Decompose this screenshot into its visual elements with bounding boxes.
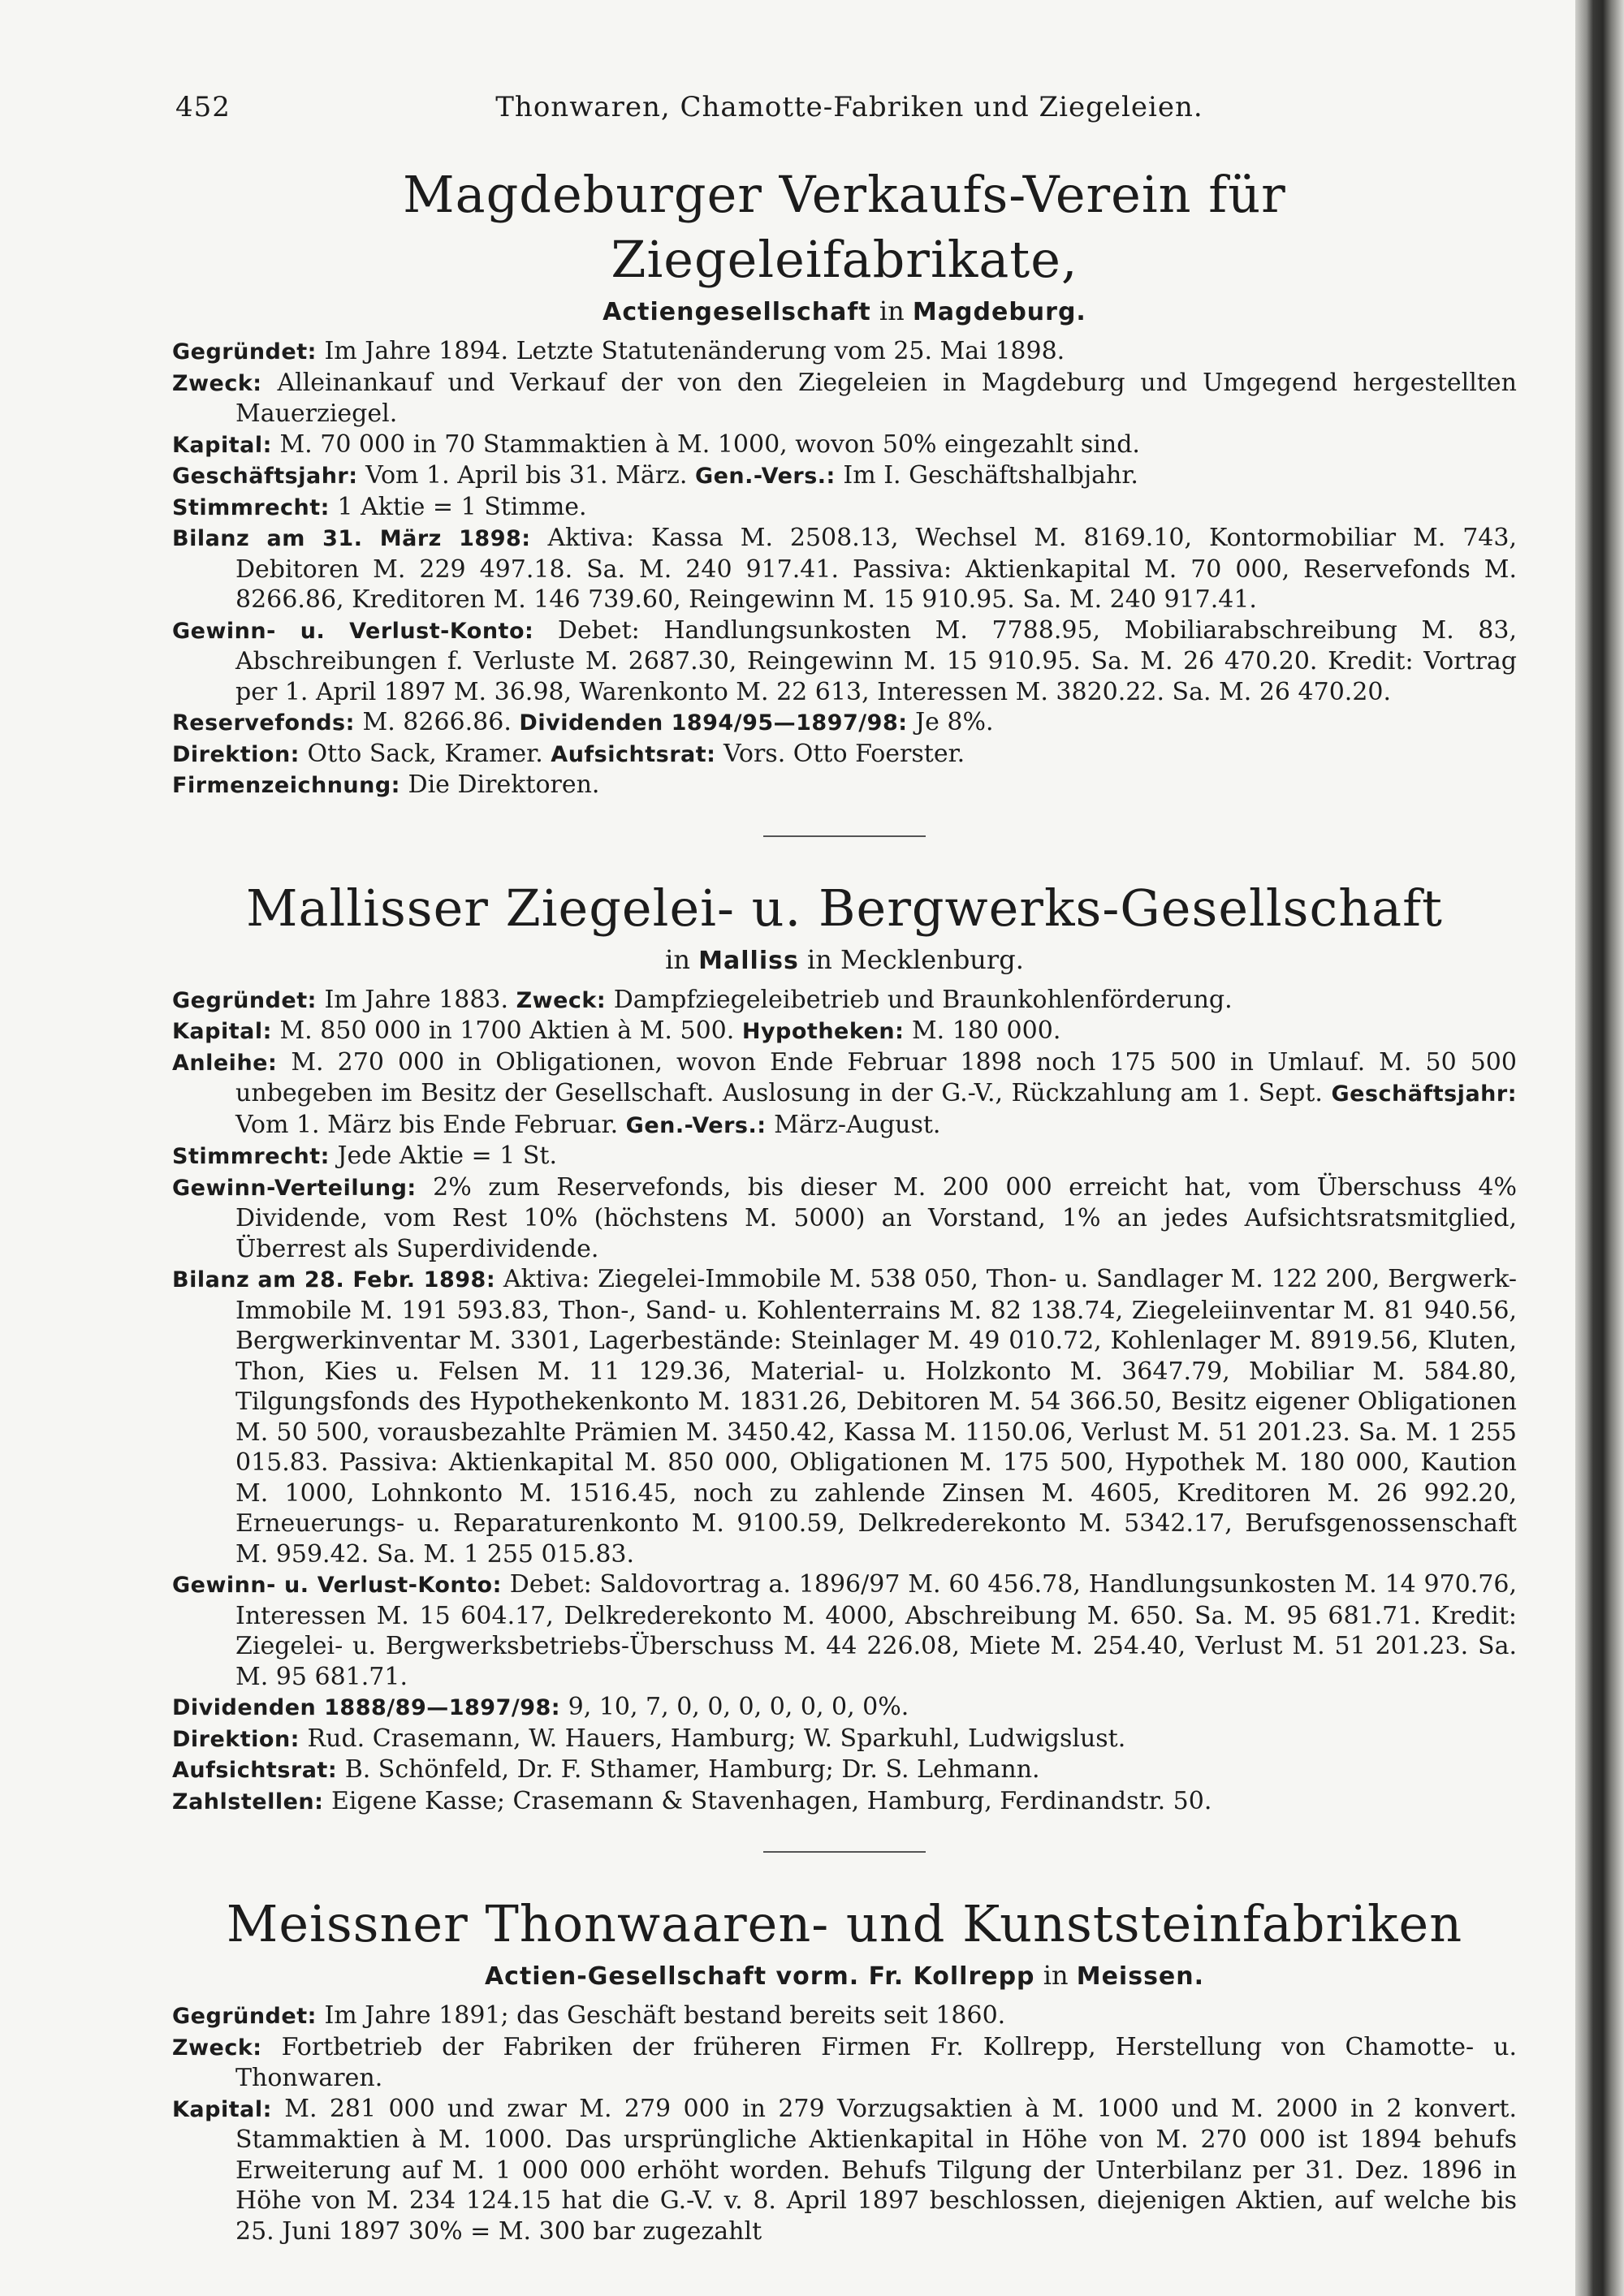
entry-label: Stimmrecht: bbox=[172, 1144, 330, 1169]
entry-text: Im I. Geschäftshalbjahr. bbox=[843, 461, 1138, 490]
entry-label: Direktion: bbox=[172, 741, 300, 767]
entry-label: Kapital: bbox=[172, 2096, 272, 2122]
entry-paragraph bbox=[172, 2000, 1517, 2032]
entry-text: Vom 1. März bis Ende Februar. bbox=[235, 1110, 619, 1139]
entry-paragraph bbox=[172, 429, 1517, 461]
entry-text: M. 70 000 in 70 Stammaktien à M. 1000, wovon 50% eingezahlt sind. bbox=[279, 429, 1140, 459]
page-content bbox=[172, 162, 1517, 2246]
entry-label: Gen.-Vers.: bbox=[625, 1112, 767, 1138]
entry-paragraph bbox=[172, 1016, 1517, 1047]
firm-subtitle bbox=[172, 292, 1517, 331]
entry-label: Aufsichtsrat: bbox=[172, 1758, 338, 1783]
entry-text: 9, 10, 7, 0, 0, 0, 0, 0, 0, 0%. bbox=[568, 1693, 909, 1721]
entry-label: Reservefonds: bbox=[172, 710, 355, 736]
company-place: Magdeburg. bbox=[912, 298, 1086, 326]
entry-text: Otto Sack, Kramer. bbox=[307, 739, 543, 768]
entry-label: Kapital: bbox=[172, 432, 272, 458]
subtitle-in: in bbox=[1043, 1960, 1069, 1991]
company-type: Actien-Gesellschaft vorm. Fr. Kollrepp bbox=[484, 1962, 1035, 1991]
company-type: Actiengesellschaft bbox=[603, 298, 871, 326]
firm-section bbox=[172, 876, 1517, 1818]
entry-text: 1 Aktie = 1 Stimme. bbox=[337, 492, 587, 521]
firm-title: Mallisser Ziegelei- u. Bergwerks-Gesellschaft bbox=[246, 878, 1443, 938]
entry-text: Dampfziegeleibetrieb und Braunkohlenförderung. bbox=[613, 985, 1233, 1014]
section-divider bbox=[763, 1851, 926, 1853]
entry-text: M. 8266.86. bbox=[362, 708, 512, 736]
entry-label: Zweck: bbox=[172, 2035, 262, 2061]
entry-label: Kapital: bbox=[172, 1019, 272, 1044]
entry-label: Firmenzeichnung: bbox=[172, 773, 400, 798]
entry-label: Zweck: bbox=[516, 987, 607, 1013]
entry-text: Die Direktoren. bbox=[408, 770, 600, 799]
entry-label: Anleihe: bbox=[172, 1050, 278, 1076]
firm-section bbox=[172, 1892, 1517, 2246]
entry-paragraph bbox=[172, 1692, 1517, 1724]
running-head-title: Thonwaren, Chamotte-Fabriken und Ziegeleien. bbox=[495, 91, 1203, 123]
entry-label: Aufsichtsrat: bbox=[551, 741, 716, 767]
entry-text: 2% zum Reservefonds, bis dieser M. 200 000 erreicht hat, vom Überschuss 4% Dividende, vom Rest 10% (höchstens M. 5000) an Vorstand, 1% an jedes Aufsichtsratsmitglied, Überrest als Superdividende. bbox=[235, 1172, 1517, 1263]
entry-label: Direktion: bbox=[172, 1726, 300, 1752]
entry-label: Zweck: bbox=[172, 370, 262, 396]
entry-text: Je 8%. bbox=[915, 708, 994, 736]
entry-paragraph bbox=[172, 1569, 1517, 1692]
entry-text: Vors. Otto Foerster. bbox=[723, 739, 965, 768]
entry-label: Hypotheken: bbox=[741, 1019, 905, 1044]
firm-subtitle bbox=[172, 1957, 1517, 1996]
entry-label: Gegründet: bbox=[172, 339, 317, 365]
entry-text: Alleinankauf und Verkauf der von den Ziegeleien in Magdeburg und Umgegend hergestellten Mauerziegel. bbox=[235, 368, 1517, 428]
entry-text: M. 850 000 in 1700 Aktien à M. 500. bbox=[279, 1016, 735, 1045]
entry-paragraph bbox=[172, 523, 1517, 615]
firm-section bbox=[172, 162, 1517, 801]
entry-paragraph bbox=[172, 2032, 1517, 2094]
entry-paragraph bbox=[172, 615, 1517, 708]
entry-text: M. 180 000. bbox=[911, 1016, 1061, 1045]
entry-label: Gegründet: bbox=[172, 2004, 317, 2029]
entry-label: Gewinn- u. Verlust-Konto: bbox=[172, 1573, 502, 1598]
entry-label: Gegründet: bbox=[172, 987, 317, 1013]
entry-paragraph bbox=[172, 492, 1517, 524]
subtitle-in: in bbox=[879, 296, 905, 326]
entry-paragraph bbox=[172, 1264, 1517, 1569]
entry-paragraph bbox=[172, 1141, 1517, 1172]
entry-label: Geschäftsjahr: bbox=[1331, 1081, 1517, 1107]
entry-paragraph bbox=[172, 336, 1517, 368]
section-divider bbox=[763, 835, 926, 837]
entry-label: Gewinn-Verteilung: bbox=[172, 1175, 417, 1201]
entry-text: Im Jahre 1894. Letzte Statutenänderung vom 25. Mai 1898. bbox=[324, 337, 1065, 365]
entry-paragraph bbox=[172, 2094, 1517, 2247]
entry-paragraph bbox=[172, 707, 1517, 739]
entry-label: Bilanz am 28. Febr. 1898: bbox=[172, 1267, 496, 1293]
entry-text: Eigene Kasse; Crasemann & Stavenhagen, Hamburg, Ferdinandstr. 50. bbox=[330, 1786, 1212, 1815]
entry-text: Aktiva: Kassa M. 2508.13, Wechsel M. 8169.10, Kontormobiliar M. 743, Debitoren M. 229 497.18. Sa. M. 240 917.41. Passiva: Aktienkapital M. 70 000, Reservefonds M. 8266.86, Kreditoren M. 146 739.60, Reingewinn M. 15 910.95. Sa. M. 240 917.41. bbox=[235, 524, 1517, 614]
entry-label: Gen.-Vers.: bbox=[694, 464, 836, 489]
entry-paragraph bbox=[172, 1786, 1517, 1818]
entry-paragraph bbox=[172, 985, 1517, 1016]
entry-text: Debet: Handlungsunkosten M. 7788.95, Mobiliarabschreibung M. 83, Abschreibungen f. Verluste M. 2687.30, Reingewinn M. 15 910.95. Sa. M. 26 470.20. Kredit: Vortrag per 1. April 1897 M. 36.98, Warenkonto M. 22 613, Interessen M. 3820.22. Sa. M. 26 470.20. bbox=[235, 615, 1517, 706]
entry-text: M. 281 000 und zwar M. 279 000 in 279 Vorzugsaktien à M. 1000 und M. 2000 in 2 konvert. Stammaktien à M. 1000. Das ursprüngliche Aktienkapital in Höhe von M. 270 000 ist 1894 behufs Erweiterung auf M. 1 000 000 erhöht worden. Behufs Tilgung der Unterbilanz per 31. Dez. 1896 in Höhe von M. 234 124.15 hat die G.-V. v. 8. April 1897 beschlossen, diejenigen Aktien, auf welche bis 25. Juni 1897 30% = M. 300 bar zugezahlt bbox=[235, 2094, 1517, 2246]
company-place: Meissen. bbox=[1076, 1962, 1205, 1991]
entry-text: Vom 1. April bis 31. März. bbox=[365, 461, 688, 490]
entry-label: Dividenden 1888/89—1897/98: bbox=[172, 1695, 561, 1720]
company-place: Malliss bbox=[698, 946, 799, 975]
page-binding-edge bbox=[1575, 0, 1624, 2296]
entry-label: Stimmrecht: bbox=[172, 494, 330, 520]
subtitle-suffix: in Mecklenburg. bbox=[807, 943, 1024, 975]
entry-text: Rud. Crasemann, W. Hauers, Hamburg; W. Sparkuhl, Ludwigslust. bbox=[307, 1724, 1126, 1753]
entry-text: M. 270 000 in Obligationen, wovon Ende Februar 1898 noch 175 500 in Umlauf. M. 50 500 unbegeben im Besitz der Gesellschaft. Auslosung in der G.-V., Rückzahlung am 1. Sept. bbox=[235, 1047, 1517, 1107]
entry-label: Geschäftsjahr: bbox=[172, 464, 358, 489]
entry-paragraph bbox=[172, 739, 1517, 770]
entry-paragraph bbox=[172, 1172, 1517, 1265]
entry-paragraph bbox=[172, 368, 1517, 429]
entry-text: Fortbetrieb der Fabriken der früheren Firmen Fr. Kollrepp, Herstellung von Chamotte- u. Thonwaren. bbox=[235, 2032, 1517, 2092]
firm-subtitle bbox=[172, 941, 1517, 980]
entry-text: B. Schönfeld, Dr. F. Sthamer, Hamburg; Dr. S. Lehmann. bbox=[344, 1755, 1040, 1784]
entry-label: Zahlstellen: bbox=[172, 1789, 324, 1815]
entry-label: Gewinn- u. Verlust-Konto: bbox=[172, 618, 534, 644]
entry-text: Im Jahre 1883. bbox=[324, 985, 509, 1014]
entry-text: Aktiva: Ziegelei-Immobile M. 538 050, Thon- u. Sandlager M. 122 200, Bergwerk-Immobile M. 191 593.83, Thon-, Sand- u. Kohlenterrains M. 82 138.74, Ziegeleiinventar M. 81 940.56, Bergwerkinventar M. 3301, Lagerbestände: Steinlager M. 49 010.72, Kohlenlager M. 8919.56, Kluten, Thon, Kies u. Felsen M. 11 129.36, Material- u. Holzkonto M. 3647.79, Mobiliar M. 584.80, Tilgungsfonds des Hypothekenkonto M. 1831.26, Debitoren M. 54 366.50, Besitz eigener Obligationen M. 50 500, vorausbezahlte Prämien M. 3450.42, Kassa M. 1150.06, Verlust M. 51 201.23. Sa. M. 1 255 015.83. Passiva: Aktienkapital M. 850 000, Obligationen M. 175 500, Hypothek M. 180 000, Kaution M. 1000, Lohnkonto M. 1516.45, noch zu zahlende Zinsen M. 4605, Kreditoren M. 26 992.20, Erneuerungs- u. Reparaturenkonto M. 9100.59, Delkrederekonto M. 5342.17, Berufsgenossenschaft M. 959.42. Sa. M. 1 255 015.83. bbox=[235, 1265, 1518, 1569]
entry-label: Bilanz am 31. März 1898: bbox=[172, 526, 531, 551]
firm-title: Magdeburger Verkaufs-Verein für Ziegeleifabrikate, bbox=[403, 165, 1286, 289]
entry-paragraph bbox=[172, 460, 1517, 492]
firm-title: Meissner Thonwaaren- und Kunststeinfabriken bbox=[226, 1894, 1463, 1953]
running-head bbox=[175, 91, 1523, 132]
entry-text: Jede Aktie = 1 St. bbox=[337, 1142, 557, 1170]
entry-text: Im Jahre 1891; das Geschäft bestand bereits seit 1860. bbox=[324, 2001, 1006, 2030]
entry-text: März-August. bbox=[774, 1110, 941, 1139]
entry-paragraph bbox=[172, 1724, 1517, 1755]
entry-paragraph bbox=[172, 1754, 1517, 1786]
entry-text: Debet: Saldovortrag a. 1896/97 M. 60 456.78, Handlungsunkosten M. 14 970.76, Interessen M. 15 604.17, Delkrederekonto M. 4000, Abschreibung M. 650. Sa. M. 95 681.71. Kredit: Ziegelei- u. Bergwerksbetriebs-Überschuss M. 44 226.08, Miete M. 254.40, Verlust M. 51 201.23. Sa. M. 95 681.71. bbox=[235, 1570, 1518, 1691]
entry-paragraph bbox=[172, 770, 1517, 801]
entry-label: Dividenden 1894/95—1897/98: bbox=[519, 710, 908, 736]
entry-paragraph bbox=[172, 1047, 1517, 1142]
subtitle-in: in bbox=[665, 943, 690, 975]
page-number: 452 bbox=[175, 91, 231, 123]
